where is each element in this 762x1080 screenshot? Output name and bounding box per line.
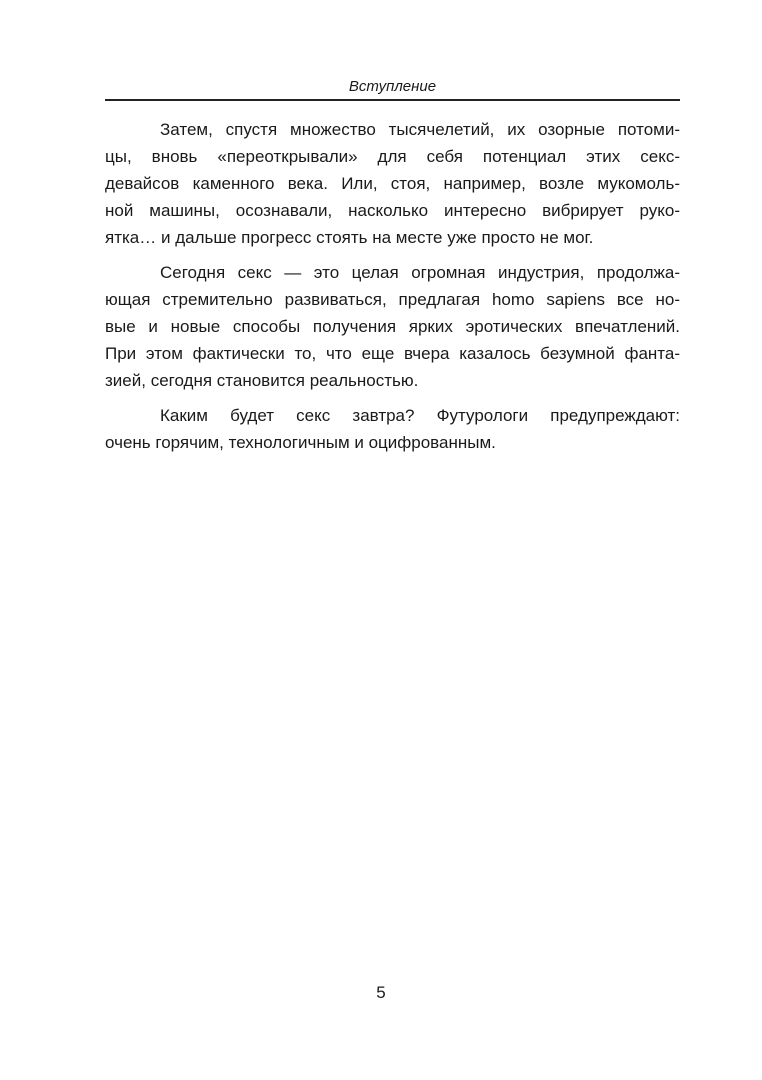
text-line: очень горячим, технологичным и оцифрованным. xyxy=(105,433,496,452)
paragraph-2 xyxy=(105,259,680,394)
text-line: Каким будет секс завтра? Футурологи предупреждают: xyxy=(160,406,680,425)
running-title: Вступление xyxy=(348,78,437,95)
paragraph-3 xyxy=(105,402,680,456)
text-line: ющая стремительно развиваться, предлагая homo sapiens все но- xyxy=(105,290,680,309)
text-line: зией, сегодня становится реальностью. xyxy=(105,371,419,390)
page-number: 5 xyxy=(376,983,386,1002)
text-line: цы, вновь «переоткрывали» для себя потенциал этих секс- xyxy=(105,147,680,166)
text-line: Сегодня секс — это целая огромная индустрия, продолжа- xyxy=(160,263,680,282)
header-rule xyxy=(105,99,680,101)
text-line: При этом фактически то, что еще вчера казалось безумной фанта- xyxy=(105,344,680,363)
text-line: ятка… и дальше прогресс стоять на месте уже просто не мог. xyxy=(105,228,594,247)
body-text xyxy=(105,116,680,464)
text-line: Затем, спустя множество тысячелетий, их озорные потоми- xyxy=(160,120,680,139)
text-line: вые и новые способы получения ярких эротических впечатлений. xyxy=(105,317,680,336)
text-line: ной машины, осознавали, насколько интересно вибрирует руко- xyxy=(105,201,680,220)
paragraph-1 xyxy=(105,116,680,251)
text-line: девайсов каменного века. Или, стоя, например, возле мукомоль- xyxy=(105,174,680,193)
running-head xyxy=(105,76,680,98)
